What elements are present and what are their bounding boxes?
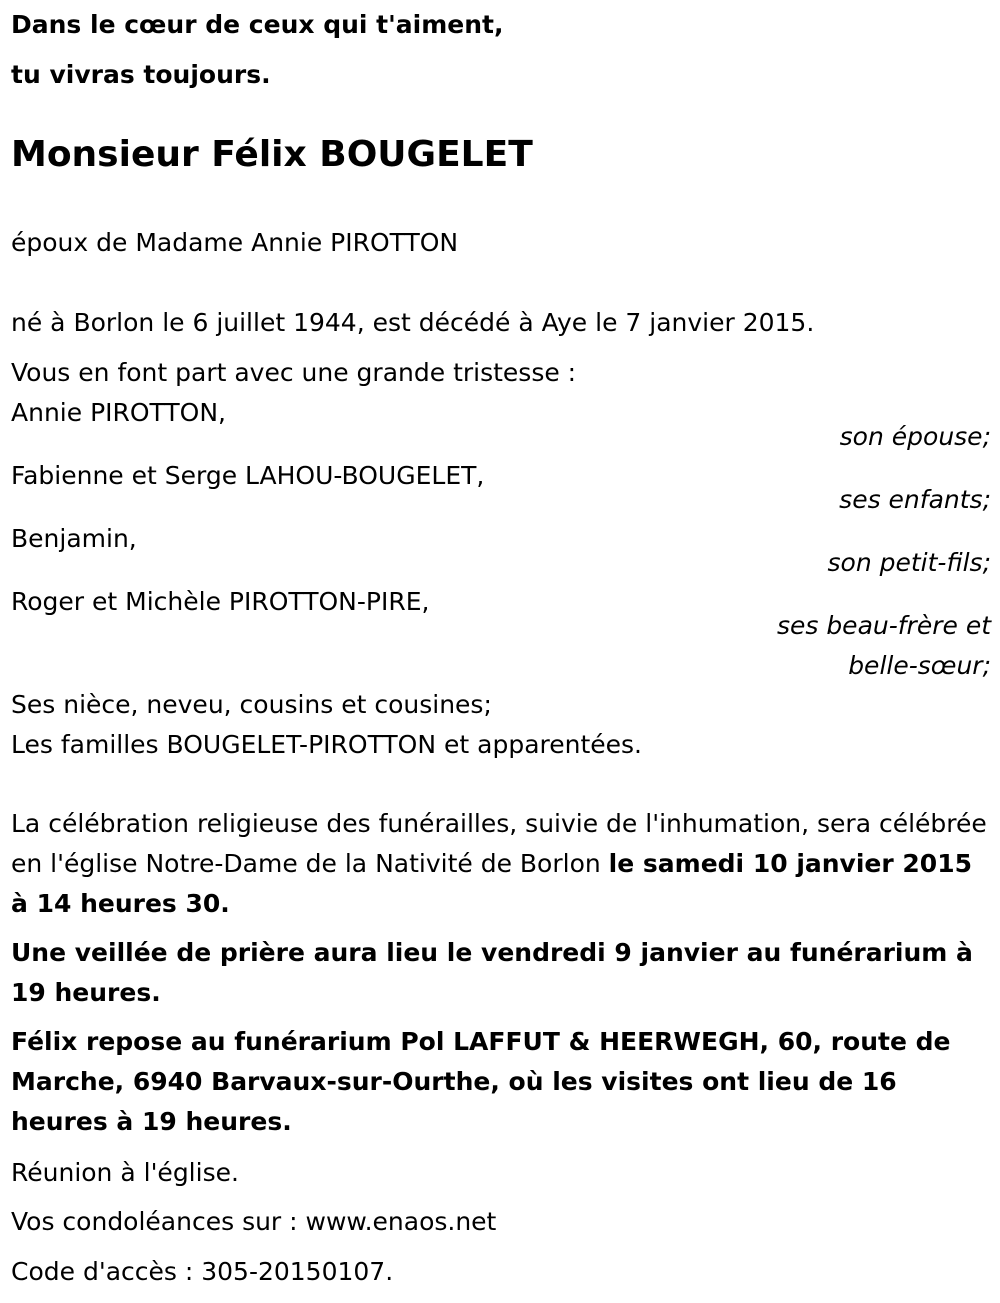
mourner-name: Benjamin, (11, 524, 137, 553)
others-line-1: Ses nièce, neveu, cousins et cousines; (11, 690, 492, 719)
vigil-paragraph: Une veillée de prière aura lieu le vendredi 9 janvier au funérarium à 19 heures. (11, 938, 973, 1007)
mourner-name: Fabienne et Serge LAHOU-BOUGELET, (11, 461, 485, 490)
mourner-name: Roger et Michèle PIROTTON-PIRE, (11, 587, 430, 616)
obituary-page (11, 0, 991, 1303)
mourner-relation: son épouse; (839, 422, 991, 451)
others-line-2: Les familles BOUGELET-PIROTTON et apparentées. (11, 730, 643, 759)
mourner-name: Annie PIROTTON, (11, 398, 226, 427)
quote-line-1: Dans le cœur de ceux qui t'aiment, (11, 10, 504, 39)
spouse-line: époux de Madame Annie PIROTTON (11, 228, 459, 257)
mourner-relation-line-1: ses beau-frère et (776, 611, 991, 640)
access-code-line: Code d'accès : 305-20150107. (11, 1257, 394, 1286)
ceremony-text: La célébration religieuse des funérailles, suivie de l'inhumation, sera célébrée en l'église Notre-Dame de la Nativité de Borlon (11, 809, 987, 878)
mourner-relation-line-2: belle-sœur; (848, 651, 991, 680)
mourner-relation: son petit-fils; (827, 548, 991, 577)
deceased-name: Monsieur Félix BOUGELET (11, 134, 533, 175)
announcement-intro: Vous en font part avec une grande tristesse : (11, 358, 577, 387)
mourner-relation: ses enfants; (839, 485, 991, 514)
condolences-line: Vos condoléances sur : www.enaos.net (11, 1207, 497, 1236)
birth-death-line: né à Borlon le 6 juillet 1944, est décédé à Aye le 7 janvier 2015. (11, 308, 815, 337)
repose-paragraph: Félix repose au funérarium Pol LAFFUT & HEERWEGH, 60, route de Marche, 6940 Barvaux-sur-Ourthe, où les visites ont lieu de 16 heures à 19 heures. (11, 1027, 951, 1136)
ceremony-paragraph (11, 804, 991, 924)
ceremony-date: le samedi 10 janvier 2015 à 14 heures 30. (11, 849, 972, 918)
quote-line-2: tu vivras toujours. (11, 60, 271, 89)
meeting-line: Réunion à l'église. (11, 1158, 239, 1187)
